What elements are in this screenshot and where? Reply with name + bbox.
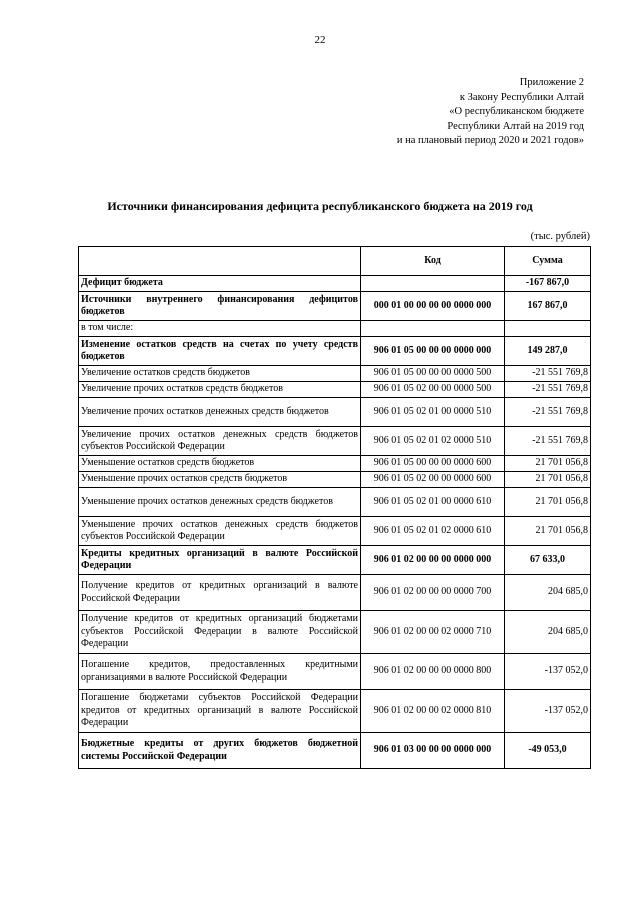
row-code [361,321,505,337]
row-name: Дефицит бюджета [79,276,361,292]
row-sum: 204 685,0 [505,575,591,611]
table-row [79,654,591,690]
table-row [79,488,591,517]
row-code: 000 01 00 00 00 00 0000 000 [361,292,505,321]
row-sum: 21 701 056,8 [505,456,591,472]
table-row [79,456,591,472]
table-row [79,733,591,769]
row-code: 906 01 05 02 00 00 0000 600 [361,472,505,488]
row-name: Получение кредитов от кредитных организаций бюджетами субъектов Российской Федерации в валюте Российской Федерации [79,611,361,654]
row-name: Погашение бюджетами субъектов Российской Федерации кредитов от кредитных организаций в валюте Российской Федерации [79,690,361,733]
row-name: Погашение кредитов, предоставленных кредитными организациями в валюте Российской Федерации [79,654,361,690]
row-code: 906 01 05 02 00 00 0000 500 [361,382,505,398]
header-name [79,247,361,276]
row-name: Уменьшение прочих остатков денежных средств бюджетов [79,488,361,517]
row-sum: 21 701 056,8 [505,517,591,546]
row-sum: 149 287,0 [505,337,591,366]
row-code: 906 01 02 00 00 00 0000 700 [361,575,505,611]
row-code: 906 01 05 02 01 00 0000 610 [361,488,505,517]
units-label: (тыс. рублей) [530,231,590,242]
row-name: Уменьшение прочих остатков денежных средств бюджетов субъектов Российской Федерации [79,517,361,546]
row-sum: 67 633,0 [505,546,591,575]
row-code: 906 01 05 02 01 02 0000 610 [361,517,505,546]
row-sum: 21 701 056,8 [505,472,591,488]
row-code: 906 01 05 02 01 00 0000 510 [361,398,505,427]
row-code: 906 01 03 00 00 00 0000 000 [361,733,505,769]
row-sum: -21 551 769,8 [505,366,591,382]
row-sum: -167 867,0 [505,276,591,292]
financing-sources-table [78,246,591,769]
row-code: 906 01 02 00 00 00 0000 800 [361,654,505,690]
page-number: 22 [314,34,326,46]
row-code [361,276,505,292]
appendix-line: «О республиканском бюджете [449,106,584,118]
table-row [79,398,591,427]
appendix-line: к Закону Республики Алтай [459,91,584,103]
row-code: 906 01 05 00 00 00 0000 600 [361,456,505,472]
row-code: 906 01 02 00 00 02 0000 810 [361,690,505,733]
table-row [79,366,591,382]
row-sum: -21 551 769,8 [505,382,591,398]
row-sum: -137 052,0 [505,654,591,690]
row-name: в том числе: [79,321,361,337]
table-row [79,690,591,733]
row-sum [505,321,591,337]
row-name: Кредиты кредитных организаций в валюте Российской Федерации [79,546,361,575]
row-code: 906 01 05 00 00 00 0000 000 [361,337,505,366]
row-code: 906 01 05 02 01 02 0000 510 [361,427,505,456]
table-row [79,517,591,546]
table-row [79,472,591,488]
row-code: 906 01 02 00 00 02 0000 710 [361,611,505,654]
row-name: Получение кредитов от кредитных организаций в валюте Российской Федерации [79,575,361,611]
row-sum: 167 867,0 [505,292,591,321]
row-name: Увеличение прочих остатков средств бюджетов [79,382,361,398]
row-name: Увеличение прочих остатков денежных средств бюджетов [79,398,361,427]
table-row [79,427,591,456]
table-row [79,292,591,321]
row-name: Уменьшение остатков средств бюджетов [79,456,361,472]
row-sum: 21 701 056,8 [505,488,591,517]
table-row [79,382,591,398]
table-row [79,611,591,654]
row-sum: -49 053,0 [505,733,591,769]
row-sum: -137 052,0 [505,690,591,733]
row-code: 906 01 02 00 00 00 0000 000 [361,546,505,575]
row-name: Бюджетные кредиты от других бюджетов бюджетной системы Российской Федерации [79,733,361,769]
row-name: Увеличение остатков средств бюджетов [79,366,361,382]
row-sum: 204 685,0 [505,611,591,654]
document-title: Источники финансирования дефицита республиканского бюджета на 2019 год [107,199,533,213]
table-row [79,276,591,292]
row-sum: -21 551 769,8 [505,398,591,427]
table-header-row [79,247,591,276]
row-code: 906 01 05 00 00 00 0000 500 [361,366,505,382]
row-name: Увеличение прочих остатков денежных средств бюджетов субъектов Российской Федерации [79,427,361,456]
appendix-line: Республики Алтай на 2019 год [447,120,584,132]
appendix-line: Приложение 2 [519,77,584,88]
row-name: Уменьшение прочих остатков средств бюджетов [79,472,361,488]
table-row [79,337,591,366]
row-name: Изменение остатков средств на счетах по учету средств бюджетов [79,337,361,366]
header-sum: Сумма [505,247,591,276]
table-row [79,546,591,575]
header-code: Код [361,247,505,276]
table-row [79,321,591,337]
appendix-line: и на плановый период 2020 и 2021 годов» [396,135,584,147]
row-sum: -21 551 769,8 [505,427,591,456]
appendix-header [397,76,584,149]
row-name: Источники внутреннего финансирования дефицитов бюджетов [79,292,361,321]
table-row [79,575,591,611]
